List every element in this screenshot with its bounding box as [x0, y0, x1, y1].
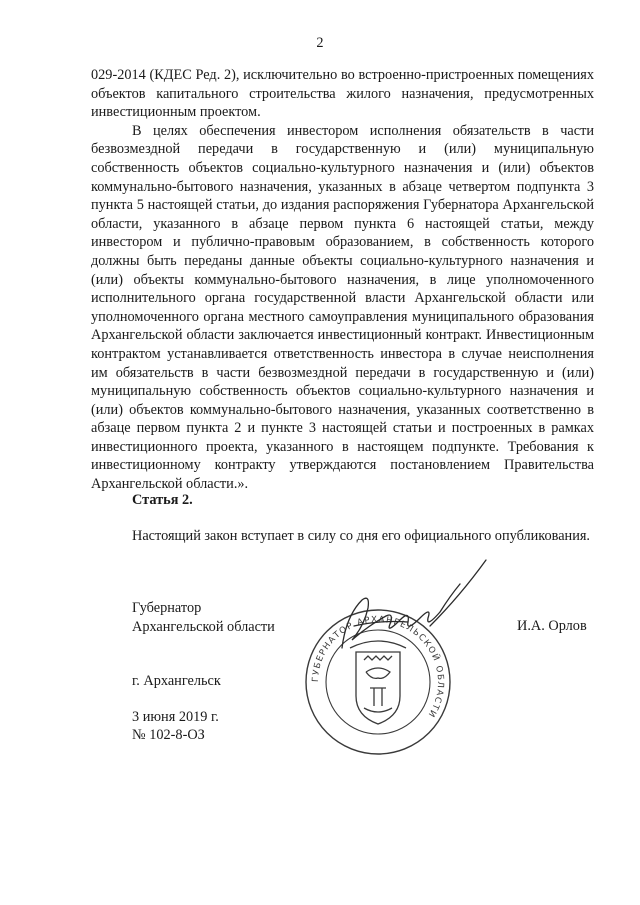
- paragraph-continuation: 029-2014 (КДЕС Ред. 2), исключительно во встроенно-пристроенных помещениях объектов капитального строительства жилого назначения, предусмотренных инвестиционным проектом.: [91, 67, 594, 121]
- coat-of-arms-emblem: [350, 641, 406, 724]
- signatory-title-line1: Губернатор: [132, 600, 202, 616]
- seal-inner-ring: [326, 630, 430, 734]
- signatory-name: И.А. Орлов: [517, 618, 587, 634]
- signatory-title-line2: Архангельской области: [132, 618, 275, 635]
- article-body: [91, 527, 594, 546]
- seal-ring-text: ГУБЕРНАТОР АРХАНГЕЛЬСКОЙ ОБЛАСТИ: [310, 614, 446, 720]
- article-heading: Статья 2.: [132, 492, 193, 508]
- paragraph-investment-contract: В целях обеспечения инвестором исполнения обязательств в части безвозмездной передачи в государственную и (или) муниципальную собственность объектов социально-культурного назначения и (или) объектов коммунально-бытового назначения, указанных в абзаце четвертом подпункта 3 пункта 5 настоящей статьи, до издания распоряжения Губернатора Архангельской области, указанного в абзаце первом пункта 6 настоящей статьи, между инвестором и публично-правовым образованием, в собственность которого должны быть переданы данные объекты социально-культурного назначения и (или) объекты коммунально-бытового назначения, в лице уполномоченного исполнительного органа государственной власти Архангельской области или уполномоченного органа местного самоуправления муниципального образования Архангельской области заключается инвестиционный контракт. Инвестиционным контрактом устанавливается ответственность инвестора в случае неисполнения им обязательств в части безвозмездной передачи в государственную и (или) муниципальную собственность объектов социально-культурного назначения и (или) объектов коммунально-бытового назначения, указанных соответственно в абзаце первом пункта 2 и пункте 3 настоящей статьи и построенных в рамках инвестиционного проекта, указанного в настоящем подпункте. Требования к инвестиционному контракту утверждаются постановлением Правительства Архангельской области.».: [91, 122, 594, 493]
- article-text: Настоящий закон вступает в силу со дня его официального опубликования.: [132, 528, 590, 544]
- place-of-signing: г. Архангельск: [132, 673, 221, 689]
- signing-date: 3 июня 2019 г.: [132, 709, 219, 725]
- page-number: 2: [316, 35, 324, 51]
- signatory-title: [132, 599, 275, 636]
- law-body: [91, 66, 594, 494]
- law-number: № 102-8-ОЗ: [132, 727, 205, 743]
- official-seal-and-signature: [290, 556, 520, 766]
- seal-outer-ring: [306, 610, 450, 754]
